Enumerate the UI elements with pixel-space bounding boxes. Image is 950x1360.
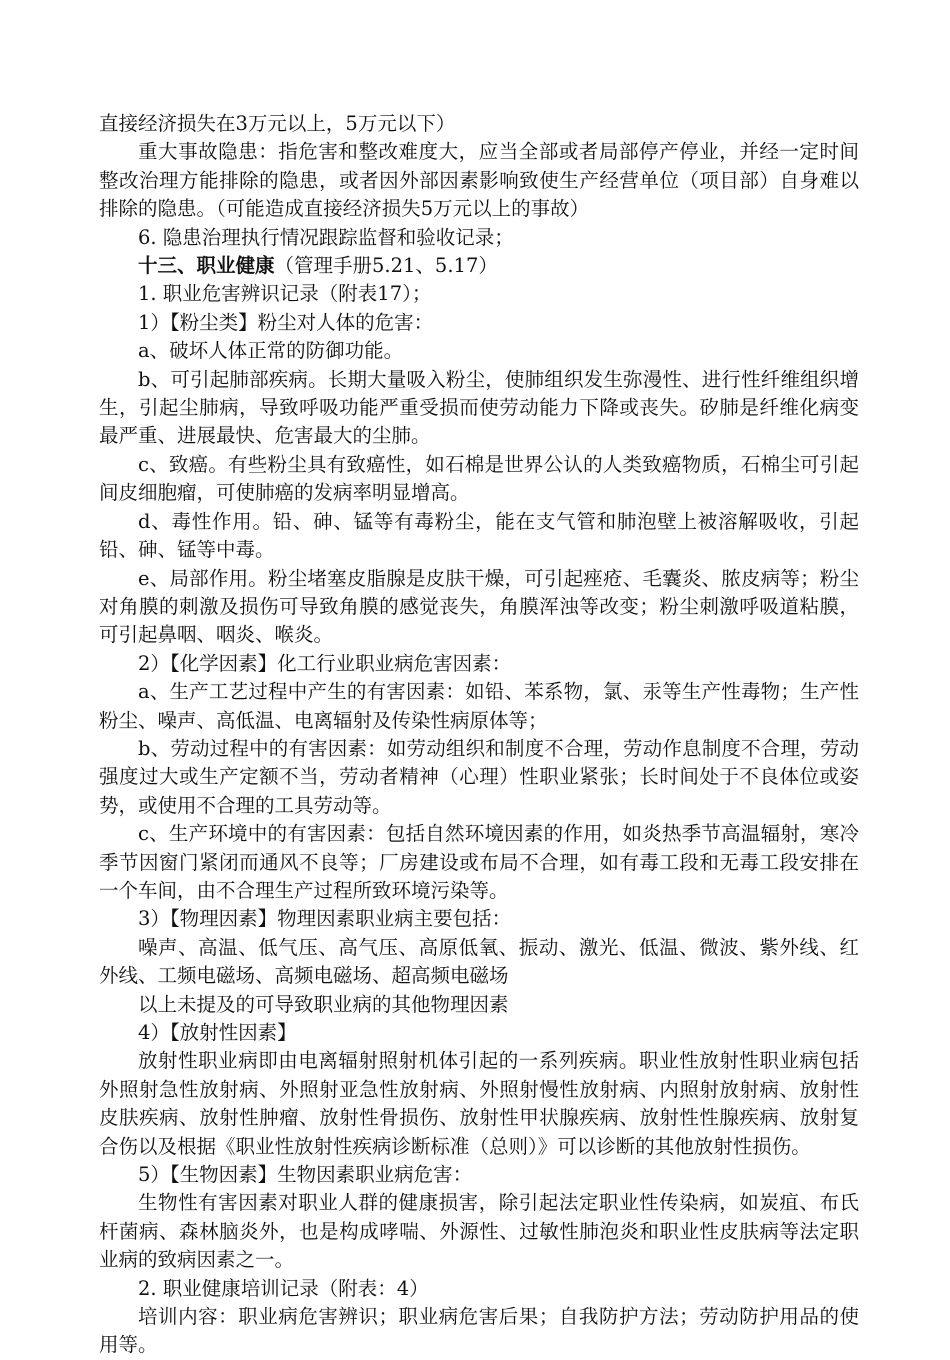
paragraph-biological: 生物性有害因素对职业人群的健康损害，除引起法定职业性传染病，如炭疽、布氏杆菌病、森林脑炎外，也是构成哮喘、外源性、过敏性肺泡炎和职业性皮肤病等法定职业病的致病因素之一。 (99, 1191, 859, 1272)
subheading-physical: 3）【物理因素】物理因素职业病主要包括： (138, 907, 512, 931)
paragraph-item-1: 1. 职业危害辨识记录（附表17）； (138, 282, 432, 306)
paragraph-physical-list: 噪声、高温、低气压、高气压、高原低氧、振动、激光、低温、微波、紫外线、红外线、工频电磁场、高频电磁场、超高频电磁场 (99, 935, 859, 988)
paragraph-major-hazard-definition: 重大事故隐患：指危害和整改难度大，应当全部或者局部停产停业，并经一定时间整改治理方能排除的隐患，或者因外部因素影响致使生产经营单位（项目部）自身难以排除的隐患。（可能造成直接经济损失5万元以上的事故） (99, 140, 859, 221)
section-heading-reference: （管理手册5.21、5.17） (274, 254, 498, 278)
paragraph-dust-b: b、可引起肺部疾病。长期大量吸入粉尘，使肺组织发生弥漫性、进行性纤维组织增生，引起尘肺病，导致呼吸功能严重受损而使劳动能力下降或丧失。矽肺是纤维化病变最严重、进展最快、危害最大的尘肺。 (99, 367, 859, 448)
paragraph-chemical-a: a、生产工艺过程中产生的有害因素：如铅、苯系物，氯、汞等生产性毒物；生产性粉尘、噪声、高低温、电离辐射及传染性病原体等； (99, 680, 859, 732)
subheading-radiation: 4）【放射性因素】 (138, 1021, 297, 1044)
paragraph-chemical-c: c、生产环境中的有害因素：包括自然环境因素的作用，如炎热季节高温辐射，寒冷季节因窗门紧闭而通风不良等；厂房建设或布局不合理，如有毒工段和无毒工段安排在一个车间，由不合理生产过程所致环境污染等。 (99, 822, 859, 902)
paragraph-loss-range: 直接经济损失在3万元以上，5万元以下） (99, 112, 456, 135)
subheading-chemical: 2）【化学因素】化工行业职业病危害因素： (138, 651, 512, 675)
section-heading-title: 十三、职业健康 (138, 254, 275, 278)
paragraph-physical-other: 以上未提及的可导致职业病的其他物理因素 (138, 992, 509, 1016)
paragraph-dust-a: a、破坏人体正常的防御功能。 (138, 339, 404, 363)
paragraph-dust-e: e、局部作用。粉尘堵塞皮脂腺是皮肤干燥，可引起痤疮、毛囊炎、脓皮病等；粉尘对角膜的刺激及损伤可导致角膜的感觉丧失，角膜浑浊等改变；粉尘刺激呼吸道粘膜，可引起鼻咽、咽炎、喉炎。 (99, 566, 859, 647)
paragraph-dust-c: c、致癌。有些粉尘具有致癌性，如石棉是世界公认的人类致癌物质，石棉尘可引起间皮细胞瘤，可使肺癌的发病率明显增高。 (99, 452, 859, 505)
document-page (99, 110, 859, 1360)
paragraph-chemical-b: b、劳动过程中的有害因素：如劳动组织和制度不合理，劳动作息制度不合理，劳动强度过大或生产定额不当，劳动者精神（心理）性职业紧张；长时间处于不良体位或姿势，或使用不合理的工具劳动等。 (99, 736, 859, 817)
paragraph-dust-d: d、毒性作用。铅、砷、锰等有毒粉尘，能在支气管和肺泡壁上被溶解吸收，引起铅、砷、锰等中毒。 (99, 509, 859, 562)
paragraph-radiation: 放射性职业病即由电离辐射照射机体引起的一系列疾病。职业性放射性职业病包括外照射急性放射病、外照射亚急性放射病、外照射慢性放射病、内照射放射病、放射性皮肤疾病、放射性肿瘤、放射性骨损伤、放射性甲状腺疾病、放射性性腺疾病、放射复合伤以及根据《职业性放射性疾病诊断标准（总则）》可以诊断的其他放射性损伤。 (99, 1049, 859, 1158)
paragraph-training-content: 培训内容：职业病危害辨识；职业病危害后果；自我防护方法；劳动防护用品的使用等。 (99, 1305, 859, 1357)
section-heading-occupational-health (99, 252, 859, 280)
subheading-biological: 5）【生物因素】生物因素职业病危害： (138, 1163, 473, 1187)
paragraph-item-2: 2. 职业健康培训记录（附表：4） (138, 1276, 429, 1300)
paragraph-item-6: 6. 隐患治理执行情况跟踪监督和验收记录； (138, 225, 514, 249)
subheading-dust: 1）【粉尘类】粉尘对人体的危害： (138, 310, 434, 334)
